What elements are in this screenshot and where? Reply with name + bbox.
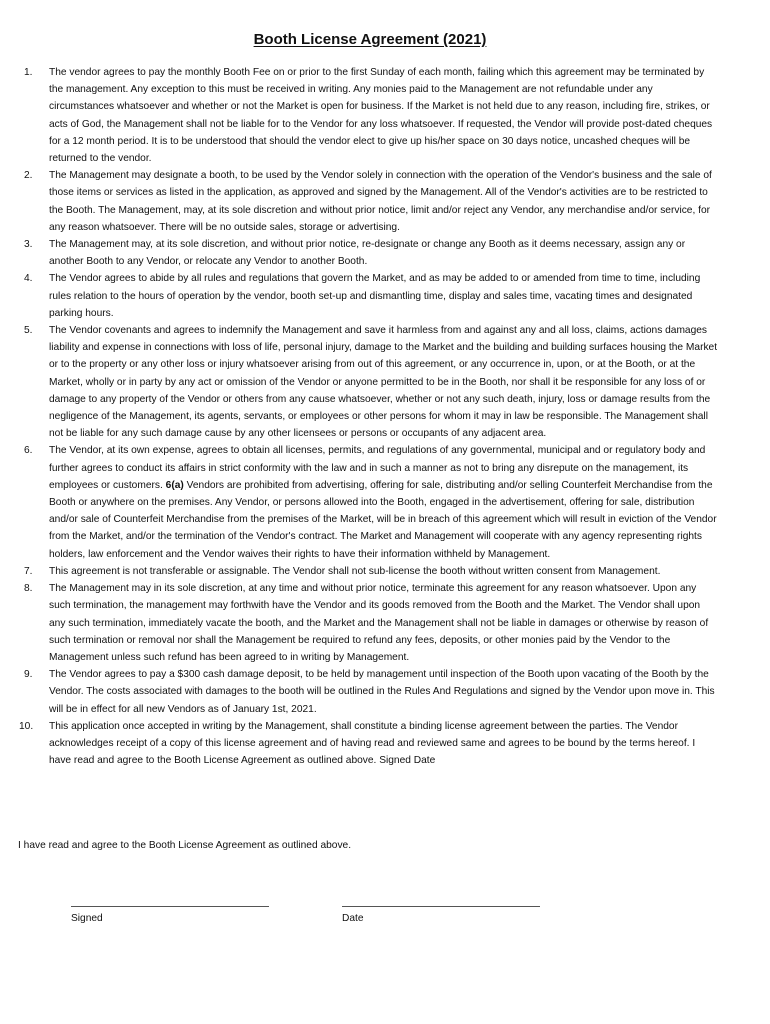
clause-item <box>0 666 770 718</box>
clause-text: This application once accepted in writing by the Management, shall constitute a binding license agreement between the parties. The Vendor acknowledges receipt of a copy of this license agreement and of having read and reviewed same and agrees to be bound by the terms hereof. I have read and agree to the Booth License Agreement as outlined above. Signed Date <box>49 720 696 767</box>
clause-text: The Management may, at its sole discretion, and without prior notice, re-designate or change any Booth as it deems necessary, assign any or another Booth to any Vendor, or relocate any Vendor to another Booth. <box>49 239 686 268</box>
clause-item <box>0 64 770 167</box>
clause-number: 2. <box>24 170 33 182</box>
signature-line[interactable] <box>71 895 269 907</box>
date-label: Date <box>342 913 364 924</box>
clause-item <box>0 236 770 270</box>
document-title: Booth License Agreement (2021) <box>253 31 487 48</box>
clause-item <box>0 167 770 236</box>
date-line[interactable] <box>342 895 540 907</box>
clause-number: 3. <box>24 239 33 251</box>
clause-text: The Management may designate a booth, to be used by the Vendor solely in connection with the operation of the Vendor's business and the sale of those items or services as listed in the application, as approved and signed by the Management. All of the Vendor's activities are to be restricted to the Booth. The Management, may, at its sole discretion and without prior notice, limit and/or reject any Vendor, any merchandise and/or service, for any reason whatsoever. There will be no outside sales, storage or advertising. <box>49 170 712 233</box>
clause-number: 9. <box>24 669 33 681</box>
clause-item <box>0 580 770 666</box>
clause-text: The Vendor, at its own expense, agrees to obtain all licenses, permits, and regulations of any governmental, municipal and or regulatory body and further agrees to conduct its affairs in strict conformity with the law and in such a manner as not to bring any disrepute on the management, its employees or customers. <box>49 445 706 491</box>
clause-text: The Vendor agrees to abide by all rules and regulations that govern the Market, and as may be added to or amended from time to time, including rules relation to the hours of operation by the vendor, booth set-up and dismantling time, display and sales time, vacating times and designated parking hours. <box>49 273 701 319</box>
clause-number: 1. <box>24 67 33 78</box>
clause-item <box>0 718 770 770</box>
clause-item <box>0 270 770 322</box>
clause-text-continued: Vendors are prohibited from advertising, offering for sale, distributing and/or selling Counterfeit Merchandise from the Booth or anywhere on the premises. Any Vendor, or persons allowed into the Booth, engaged in the advertisement, offering for sale, distribution and/or sale of Counterfeit Merchandise from the premises of the Market, will be in breach of this agreement which will result in eviction of the Vendor from the Market, and/or the termination of the Vendor's contract. The Market and Management will cooperate with any agency representing rights holders, law enforcement and the Vendor waives their rights to have their information withheld by Management. <box>49 479 717 560</box>
clause-list <box>0 64 770 769</box>
clause-text: The Vendor covenants and agrees to indemnify the Management and save it harmless from and against any and all loss, claims, actions damages liability and expense in connections with loss of life, personal injury, damage to the Market and the building and building surfaces housing the Market or to the property or any other loss or injury whatsoever arising from out of this agreement, or any occurrence in, upon, or at the Booth, or at the Market, wholly or in party by any act or omission of the Vendor or anyone permitted to be in the Booth, nor shall it be responsible for any loss of or damage to any property of the Vendor or others from any cause whatsoever, whether or not any such death, injury, loss or damage results from the negligence of the Management, its agents, servants, or employees or other persons for whom it may in law be responsible. The Management shall not be liable for any such damage cause by any other licensees or persons or occupants of any adjacent area. <box>49 325 718 440</box>
clause-number: 7. <box>24 565 33 577</box>
clause-number: 4. <box>24 273 33 285</box>
clause-number: 5. <box>24 325 33 337</box>
signature-block <box>71 895 269 924</box>
clause-number: 10. <box>19 720 34 732</box>
clause-number: 6. <box>24 445 33 457</box>
clause-item <box>0 442 770 562</box>
signed-label: Signed <box>71 913 103 924</box>
date-block <box>342 895 540 924</box>
acknowledgement-statement: I have read and agree to the Booth License Agreement as outlined above. <box>18 840 352 851</box>
clause-text: The Vendor agrees to pay a $300 cash damage deposit, to be held by management until inspection of the Booth upon vacating of the Booth by the Vendor. The costs associated with damages to the booth will be outlined in the Rules And Regulations and signed by the Vendor upon move in. This will be in effect for all new Vendors as of January 1st, 2021. <box>49 669 715 715</box>
clause-item <box>0 322 770 442</box>
sub-clause-reference: 6(a) <box>165 479 184 491</box>
clause-number: 8. <box>24 583 33 595</box>
clause-item <box>0 563 770 580</box>
clause-text: The Management may in its sole discretion, at any time and without prior notice, terminate this agreement for any reason whatsoever. Upon any such termination, the management may forthwith have the Vendor and its goods removed from the Booth and the Market. The Vendor shall upon any such termination, immediately vacate the booth, and the Market and the Management shall not be liable in damages or otherwise by reason of such termination or removal nor shall the Management be required to refund any fees, deposits, or other monies paid by the Vendor to the Management unless such refund has been agreed to in writing by Management. <box>49 583 709 663</box>
clause-text: This agreement is not transferable or assignable. The Vendor shall not sub-license the booth without written consent from Management. <box>49 565 661 577</box>
clause-text: The vendor agrees to pay the monthly Booth Fee on or prior to the first Sunday of each month, failing which this agreement may be terminated by the management. Any exception to this must be received in writing. Any monies paid to the Management are not refundable under any circumstances whatsoever and whether or not the Market is open for business. If the Market is not held due to any reason, including fire, strikes, or acts of God, the Management shall not be liable for to the Vendor for any loss whatsoever. If requested, the Vendor will provide post-dated cheques for a 12 month period. It is to be understood that should the vendor elect to give up his/her space on 30 days notice, uncashed cheques will be returned to the vendor. <box>49 67 713 165</box>
